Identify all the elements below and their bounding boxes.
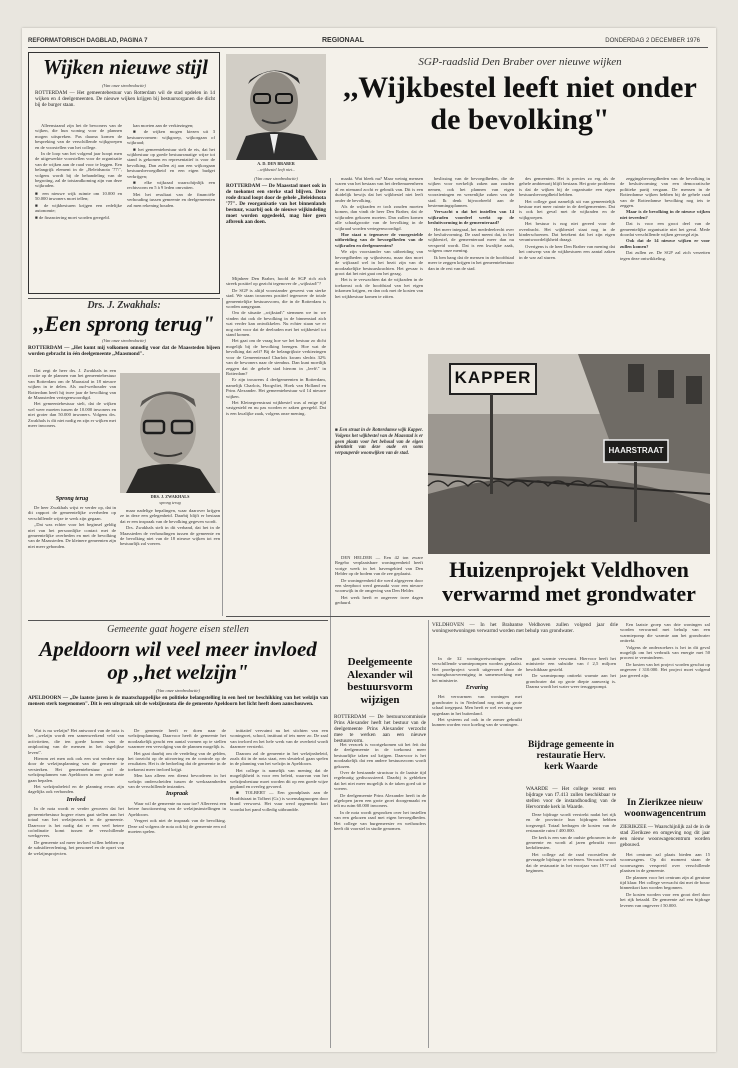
zwakhals-byline: (Van onze stredredactie): [102, 338, 146, 343]
wijken-box: [28, 52, 220, 294]
braber-col5: zeggingsbevoegdheden van de bevolking in de besluitvorming van een democratische politieke partij vergaan. De mensen in de Rotterdamse wijken hebben bij de gehele raad van de Rotterdamse bevolking nog iets te zeggen. Maar is de bevolking in de nieuwe wijken niet tevreden? Dat is voor een groot deel van de gemeentelijke organisatie niet het geval. Mede doordat verschillende wijken gevoegd zijn. Ook dat de 14 nieuwe wijken er voor zullen komen? Dat zullen ze. De SGP zal zich verzetten tegen deze ontwikkeling.: [620, 176, 710, 261]
helder-lead: DEN HELDER — Een 42 ton zware Regebo verplaatsbare woningeenheid heeft vorige week in het havengebied van Den Helder op de bodem van de zee geplaatst.: [335, 555, 423, 577]
apeldoorn-subhead-invloed: Invloed: [66, 796, 86, 803]
wijken-list-2: de wijkbesturen krijgen een redelijke autonomie;: [35, 202, 122, 214]
braber-byline: (Van onze stredredactie): [254, 176, 298, 181]
braber-caption-name: A. D. DEN BRABER: [257, 161, 295, 166]
braber-col4: des gemeenten. Het is precies zo erg als de gehele ambtenarij blijft bestaan. Het grote probleem is dat de wijken bij de organisatie een eigen bestuursbevoegdheid hebben. Het college gaat namelijk uit van gemeentelijk bestuur met meer ruimte in de deelgemeenten. Dat is ook het geval met de wijkraden en de wijkgroepen. Het bestuur is nog niet gereed voor de overdracht. Het wijkbestel staat nog in de kinderschoenen. Dat betekent dat het zijn eigen verantwoordelijkheid draagt. Overigens is de heer Den Braber van mening dat het ontwerp van de wijkbesturen een aantal zaken in de war zal sturen.: [519, 176, 615, 260]
apeldoorn-col2: De gemeente heeft er doen naar de welzijnsplanning. Daarvoor heeft de gemeente het noodzakelijk geacht een aantal vormen op te stellen waarmee een vervolging van de plannen mogelijk is. Het gaat daarbij om de verdeling van de gelden, het toezicht op de uitvoering en de controle op de resultaten. Het is de bedoeling dat de gemeente in de toekomst meer invloed krijgt. Men kan alleen een dienst bevorderen in het welzijn onderscheiden tussen de werkzaamheden van de verschillende instanties. Inspraak Waar wil de gemeente nu naar toe? Allereerst een betere functionering van de welzijnsinstellingen in Apeldoorn. Vergeet ook niet de inspraak van de bevolking. Deze zal volgens de nota ook bij de gemeente een rol moeten spelen.: [128, 728, 226, 834]
veldhoven-col3: Een laatste groep van drie woningen zal worden verwarmd met behulp van een warmtepomp die warmte aan het grondwater onttrekt. Volgens de onderzoekers is het in dit geval mogelijk om het verbruik van energie met 50 procent te verminderen. De kosten van het project worden geschat op ongeveer f 310.000. Het project moet volgend jaar gereed zijn.: [620, 622, 710, 678]
braber-q3: Maar is de bevolking in de nieuwe wijken niet tevreden?: [620, 209, 710, 220]
braber-col3: beslissing van de bevoegdheden, die de wijken voor werkelijk zaken aan zouden nemen, ook het plannen van eigen voorzieningen en wezenlijke zaken van de stad. Ik denk bijvoorbeeld aan de bestemmingsplannen. Verwacht u dat het instellen van 14 wijkraden voordeel werkt op de besluitvorming in de gemeenteraad? Het meer integraal, het mededeelrecht over de besluitvorming. De raad meent dat, in het wijkbestel, de gemeenteraad meer dan nu verspreid wordt. Dat is een kwalijke zaak, volgens onze mening. Ik ben bang dat de mensen in de hoofdstad meer te zeggen krijgen in het gemeentebestuur dan in de rest van de stad.: [428, 176, 514, 271]
braber-col1: Mijnheer Den Braber, hoofd de SGP rich zich streek positief op gezicht tegenover de ,,wijkstad\"? De SGP is altijd voorstander geweest van sterke stad. We staan trouwens positief tegenover de totale gemeentelijke bestuursvorm, die in de Rotterdam is worden aangegaan. Om de situatie ,,wijkstad\" stemmen we in: we vinden dat ook de bevolking in de binnenstad zich wat verder kan ontwikkelen. Nu echter staan we er nog niet voor dat de deelraden met het wijkbestel tot stand komen. Het gaat om de vraag hoe we het bestuur zo dicht mogelijk bij de bevolking brengen. Hoe wat de bevolking dat zelf? Bij de belangrijkste verkiezingen voor de Gemeenteraad Charlois kwam slechts 32% van de bewoners naar de stembus. Dan kunt moeilijk zeggen dat de gehele stad hierom in ,,leeft\" in Rotterdam? Er zijn trouwens 4 deelgemeenten in Rotterdam, namelijk Charlois, Hoogvliet, Hoek van Holland en Prins Alexander. Het gemeentebestuur wil 14 nieuwe wijken. Het Kleinegrenstraat wijkbestel was al enige tijd vastgesteld en nu pas worden er zaken geregeld. Dat is een kwalijke zaak, volgens onze mening.: [226, 276, 326, 416]
zwakhals-portrait-image: [120, 373, 220, 493]
braber-portrait-image: [226, 54, 326, 160]
header-date: DONDERDAG 2 DECEMBER 1976: [605, 38, 700, 44]
apeldoorn-byline: (Van onze stredredactie): [156, 688, 200, 693]
restauratie-col: Deze bijdrage wordt verstrekt nadat het rijk en de provincie hun bijdragen hebben toegezegd. Totaal bedragen de kosten van de restauratie ruim f 400.000. De kerk is een van de oudste gebouwen in de gemeente en wordt al jaren gebruikt voor kerkdiensten. Het college zal de raad voorstellen de gevraagde bijdrage te verlenen. Verwacht wordt dat de restauratie in het voorjaar van 1977 zal beginnen.: [526, 812, 616, 874]
zierikzee-title: In Zierikzee nieuw woonwagencentrum: [624, 798, 706, 819]
wijken-col2: kan moeten aan de verkiezingen; ■ de wijken mogen kiezen uit 3 bestuursvormen: wijkgroep, wijkorgaan of wijkraad; ■ het gemeentebestuur stelt de eis, dat het wijkbestuur op goede bestuursmatige wijze tot stand is gekomen en representatief is voor de bevolking. Dan zullen zij aan een wijkorgaan bestuursbevoegdheid en een eigen budget verkrijgen; ■ elke wijkraad waarschijnlijk een rechtsvorm en 5 à 9 leden omvatten. Met het resultaat van de financiële verhouding tussen gemeente en deelgemeenten zal men rekening houden.: [127, 123, 215, 208]
deelgemeente-lead: ROTTERDAM — De bestuurscommissie Prins Alexander heeft het bestuur van de deelgemeente Prins Alexander verzocht mee te werken aan een nieuwe bestuursvorm.: [334, 714, 426, 744]
wijken-list-1: een nieuwe wijk ruimte om 10.000 en 50.000 inwoners moet tellen;: [35, 190, 122, 202]
braber-caption-sub: ...wijkbestel leeft niet...: [256, 167, 296, 172]
restauratie-lead: WAARDE — Het college wenst een bijdrage van f7.413 zullen beschikbaar te stellen voor de instandhouding van de Hervormde kerk in Waarde.: [526, 786, 616, 810]
header-section: REGIONAAL: [322, 37, 364, 44]
newspaper-page: [22, 28, 716, 1052]
restauratie-title: Bijdrage gemeente in restauratie Herv. kerk Waarde: [527, 740, 614, 772]
zwakhals-caption-name: DRS. J. ZWAKHALS: [150, 494, 190, 499]
zwakhals-col1: Dat zegt de heer drs. J. Zwakhals in een reactie op de plannen van het gemeentebestuur van Rotterdam om de Maasstad in 18 nieuwe wijken in te delen. Als oud-wethouder van Rotterdam heeft hij twee jaar de bevolking van de Maassteden vertegenwoordigd. Het gemeentebestuur stelt, dat de wijken wel weer moeten tussen de 10.000 inwoners en niet groter dan 50.000 inwoners. Volgens drs. Zwakhals is dit niet nodig en zijn er wijken met meer inwoners.: [28, 368, 116, 429]
apeldoorn-lead: APELDOORN — ,,De laatste jaren is de maatschappelijke en politieke belangstelling in een heel ter beschikking van het welzijn van mensen sterk toegenomen". Dit is een uitspraak uit de welzijnsnota die de gemeente Apeldoorn het licht heeft doen aanschouwen.: [28, 695, 328, 707]
veldhoven-lead: VELDHOVEN — In het Brabantse Veldhoven zullen volgend jaar drie woningwetwoningen verwarmd worden met behulp van grondwater.: [432, 622, 618, 634]
zwakhals-title: ,,Een sprong terug": [33, 311, 215, 336]
veldhoven-col2: gaat warmte verwarmt. Hiervoor heeft het ministerie een subsidie van f 2,5 miljoen beschikbaar gesteld. De warmtepomp onttrekt warmte aan het grondwater dat op grote diepte aanwezig is. Daarna wordt het water weer teruggepompt.: [526, 656, 616, 690]
zwakhals-col1b: De heer Zwakhals wijst er verder op, dat in dit rapport de gemeentelijke overheden op verschillende wijze te werk zijn gegaan. ,,Dat was echter voor het beginsel geldig niet van het persoonlijke contact met de gemeentelijke overheden en met de bevolking van de Maassteden. De kleinere gemeenten zijn niet meer gebonden.: [28, 505, 116, 549]
apeldoorn-col1: Wat is nu welzijn? Het antwoord van de nota is het ,,welzijn wordt een samenwerkend veld van activiteiten, die ten goede komen van de ontplooiing van de mensen in het dagelijkse leven\". Hierom zet men ook ook een wat verdere stap door de welzijnsplanning van de gemeente te versterken. Het gemeentebestuur wil de welzijnsplannen van Apeldoorn in een grote mate gaan bepalen. Het welzijnsbeleid en de planning ervan zijn dagelijks ook verbonden. Invloed In de nota wordt er verder gewezen dat het gemeentebestuur hogere eisen gaat stellen aan het totaal van het welzijnswerk in de gemeente. Daarvoor is het nodig dat er een veel betere coördinatie komt tussen de verschillende werkgevers. De gemeente zal meer invloed willen hebben op de subsidieverlening, het personeel en de opzet van de welzijnsprojecten.: [28, 728, 124, 856]
wijken-title: Wijken nieuwe stijl: [43, 55, 208, 79]
braber-q1: Hoe staat u tegenover de voorgestelde uitbreiding van de bevoegdheden van de wijkraden en deelgemeenten?: [335, 232, 423, 248]
veldhoven-col1: In de 32 woningwetwoningen zullen verschillende warmtepompen worden geplaatst. Het proefproject wordt uitgevoerd door de woningbouwvereniging in samenwerking met het ministerie. Ervaring Het verwarmen van woningen met grondwater is in Nederland nog niet op grote schaal toegepast. Men heeft er wel ervaring mee opgedaan in het buitenland. Het systeem zal ook in de zomer gebruikt kunnen worden voor koeling van de woningen.: [432, 656, 522, 728]
zwakhals-col2: maar nadelige bepalingen, waar daarover krijgen ze in deze een gelegenheid. Daarbij blijft er bestaan dat er een inspraak van de bevolking gegeven wordt. Drs. Zwakhals stelt in dit verband, dat het in de Maassteden de verhoudingen tussen de gemeente en de bevolking niet van de 18 nieuwe wijken tot een bestuurlijk zal voeren.: [120, 508, 220, 547]
wijken-lead: ROTTERDAM — Het gemeentebestuur van Rotterdam wil de stad opdelen in 14 wijken en 4 deelgemeenten. De nieuwe wijken krijgen bij bestuursorganen die dicht bij de burger staan.: [35, 90, 215, 108]
braber-lead: ROTTERDAM — De Maasstad moet ook in de toekomst een sterke stad blijven. Deze rode draad loopt door de gehele ,,Beleidsnota '77". De reorganisatie van het binnenlands bestuur, waarbij ook de nieuwe wijkindeling moet worden opgedeeld, mag hier geen afbreuk aan doen.: [226, 183, 326, 225]
kapper-sign-text: KAPPER: [454, 368, 532, 387]
zwakhals-kicker: Drs. J. Zwakhals:: [87, 300, 161, 311]
braber-kicker: SGP-raadslid Den Braber over nieuwe wijken: [418, 56, 622, 68]
braber-title: ,,Wijkbestel leeft niet onder de bevolking": [343, 71, 697, 136]
braber-q2: Verwacht u dat het instellen van 14 wijkraden voordeel werkt op de besluitvorming in de gemeenteraad?: [428, 209, 514, 226]
braber-col2: maakt. Wat bleek nu? Maar weinig mensen waren van het bestaan van het deeltemaeenheen af en niemand zocht er gebruik van. Dit is een duidelijk bewijs dat het wijkbestel niet leeft onder de bevolking. Als de wijkraden er toch zouden moeten komen, dan vindt de heer Den Braber, dat de wijkraden gekozen moeten. Dan zullen komen alle schaalgrootte van de bevolking in de wijkraad worden vertegenwoordigd. Hoe staat u tegenover de voorgestelde uitbreiding van de bevoegdheden van de wijkraden en deelgemeenten? We zijn voorstander van uitbreiding van bevoegdheden op wijkniveau, maar dan moet de wijkraad wel in het bezit zijn van de noodzakelijke bestuurskrachten. Het gevaar is groot dat het niet gaat om het gezag. Het is te verwachten dat de wijkraden in de toekomst ook de hoofdstad van het eigen inkomen krijgen, en dan ook met de kosten van het wijkbestuur komen te zitten.: [335, 176, 424, 299]
apeldoorn-col3: initiatief vervuimt nu het stichten van een woningwet, school, instituut of iets meer zo. De zaal van invloed en het hele werk van de overheid wordt daarmee versterkt. Daarom zal de gemeente in het welzijnsbeleid, zoals dit in de nota staat, een sleutelrol gaan spelen in de planning van het welzijn in Apeldoorn. Het college is namelijk van mening dat de mogelijkheid is voor een beleid, waarvan van het welzijnsbestuur moet worden dit op een goede wijze gepland en overleg gevoerd. ■ TOLBERT — Een grondplaats aan de Hoofdstraat in Tolbert (Gr.) is woensdagmorgen door brand verwoest. Het vuur werd opgemerkt kort voordat het pand volledig uitbrandde.: [230, 728, 328, 812]
header-left: REFORMATORISCH DAGBLAD, PAGINA 7: [28, 38, 148, 44]
wijken-byline: (Van onze stredredactie): [102, 83, 146, 88]
braber-photo: [226, 54, 326, 160]
zwakhals-caption-sub: sprong terug: [159, 500, 181, 505]
zierikzee-lead: ZIERIKZEE — Waarschijnlijk zal de in de stad Zierikzee en omgeving nog dit jaar een nieuw woonwagencentrum worden gebouwd.: [620, 824, 710, 848]
apeldoorn-title: Apeldoorn wil veel meer invloed op ,,het welzijn": [39, 637, 317, 684]
deelgemeente-title: Deelgemeente Alexander wil bestuursvorm wijzigen: [347, 656, 413, 706]
veldhoven-title: Huizenprojekt Veldhoven verwarmd met grondwater: [442, 557, 696, 606]
wijken-list-3: de financiering moet worden geregeld.: [38, 214, 110, 220]
zierikzee-col: Het centrum zal plaats bieden aan 15 woonwagens. Op dit moment staan de woonwagens verspreid over verschillende plaatsen in de gemeente. De plannen voor het centrum zijn al geruime tijd klaar. Het college verwacht dat met de bouw binnenkort kan worden begonnen. De kosten worden voor een groot deel door het rijk betaald. De gemeente zal een bijdrage leveren van ongeveer f 50.000.: [620, 852, 710, 908]
zwakhals-lead: ROTTERDAM — ,,Het komt mij volkomen onnodig voor dat de Maassteden bijeen worden gebracht in één deelgemeente ,,Maasmond".: [28, 345, 220, 357]
header-rule: [28, 47, 708, 48]
haarstraat-sign-text: HAARSTRAAT: [608, 446, 664, 455]
deelgemeente-col: Het verzoek is voortgekomen uit het feit dat de deelgemeente in de toekomst meer bestuurlijke taken zal krijgen. Daarvoor is het noodzakelijk dat een andere bestuursvorm wordt gekozen. Over de bestaande structuur is de laatste tijd regelmatig gediscussieerd. Daarbij is gebleken dat het niet meer mogelijk is de taken goed uit te voeren. De deelgemeente Prins Alexander heeft in de afgelopen jaren een grote groei doorgemaakt en telt nu ruim 60.000 inwoners. In de nota wordt gesproken over het instellen van een gekozen raad met eigen bevoegdheden. Het college van burgemeester en wethouders heeft dit voorstel in studie genomen.: [334, 742, 426, 832]
braber-q4: Ook dat de 14 nieuwe wijken er voor zullen komen?: [620, 238, 710, 249]
zwakhals-subhead: Sprong terug: [55, 496, 89, 502]
braber-photo-box: ■ Een straat in de Rotterdamse wijk Kapper. Volgens het wijkbestel van de Maasstad is er geen plaats voor het behoud van de eigen identiteit van deze oude en soms verpauperde woonwijken van de stad.: [335, 428, 423, 457]
kapper-photo: [428, 354, 710, 554]
apeldoorn-subhead-inspraak: Inspraak: [165, 791, 189, 798]
apeldoorn-kicker: Gemeente gaat hogere eisen stellen: [107, 624, 249, 635]
veldhoven-subhead: Ervaring: [465, 685, 489, 692]
zwakhals-photo: [120, 373, 220, 493]
wijken-col1: Alleenstaand zijn het de bewoners van de wijken, die hun woning voor de plannen mogen uitspreken. Pas daarna komen de bespreking van de verschillende wijkgroepen en de voorstellen van het college. In de loop van het volgend jaar hoopt men de uitgewerkte voorstellen voor de organisatie van de wijken aan de raad voor te leggen. Een belangrijk element in de ,,Beleidsnota '77\", volgens wordt bij de behandeling van de begroting, zal de totstandkoming zijn van deze wijkraden. ■ een nieuwe wijk ruimte om 10.000 en 50.000 inwoners moet tellen; ■ de wijkbesturen krijgen een redelijke autonomie; ■ de financiering moet worden geregeld.: [35, 123, 122, 220]
helder-col: DEN HELDER — Een 42 ton zware Regebo verplaatsbare woningeenheid heeft vorige week in het havengebied van Den Helder op de bodem van de zee geplaatst. De woningeenheid die werd afgegeven door een sleepboot werd gemaakt voor een nieuwe woonwijk in de omgeving van Den Helder. Het werk heeft er ongeveer twee dagen geduurd.: [335, 555, 423, 606]
